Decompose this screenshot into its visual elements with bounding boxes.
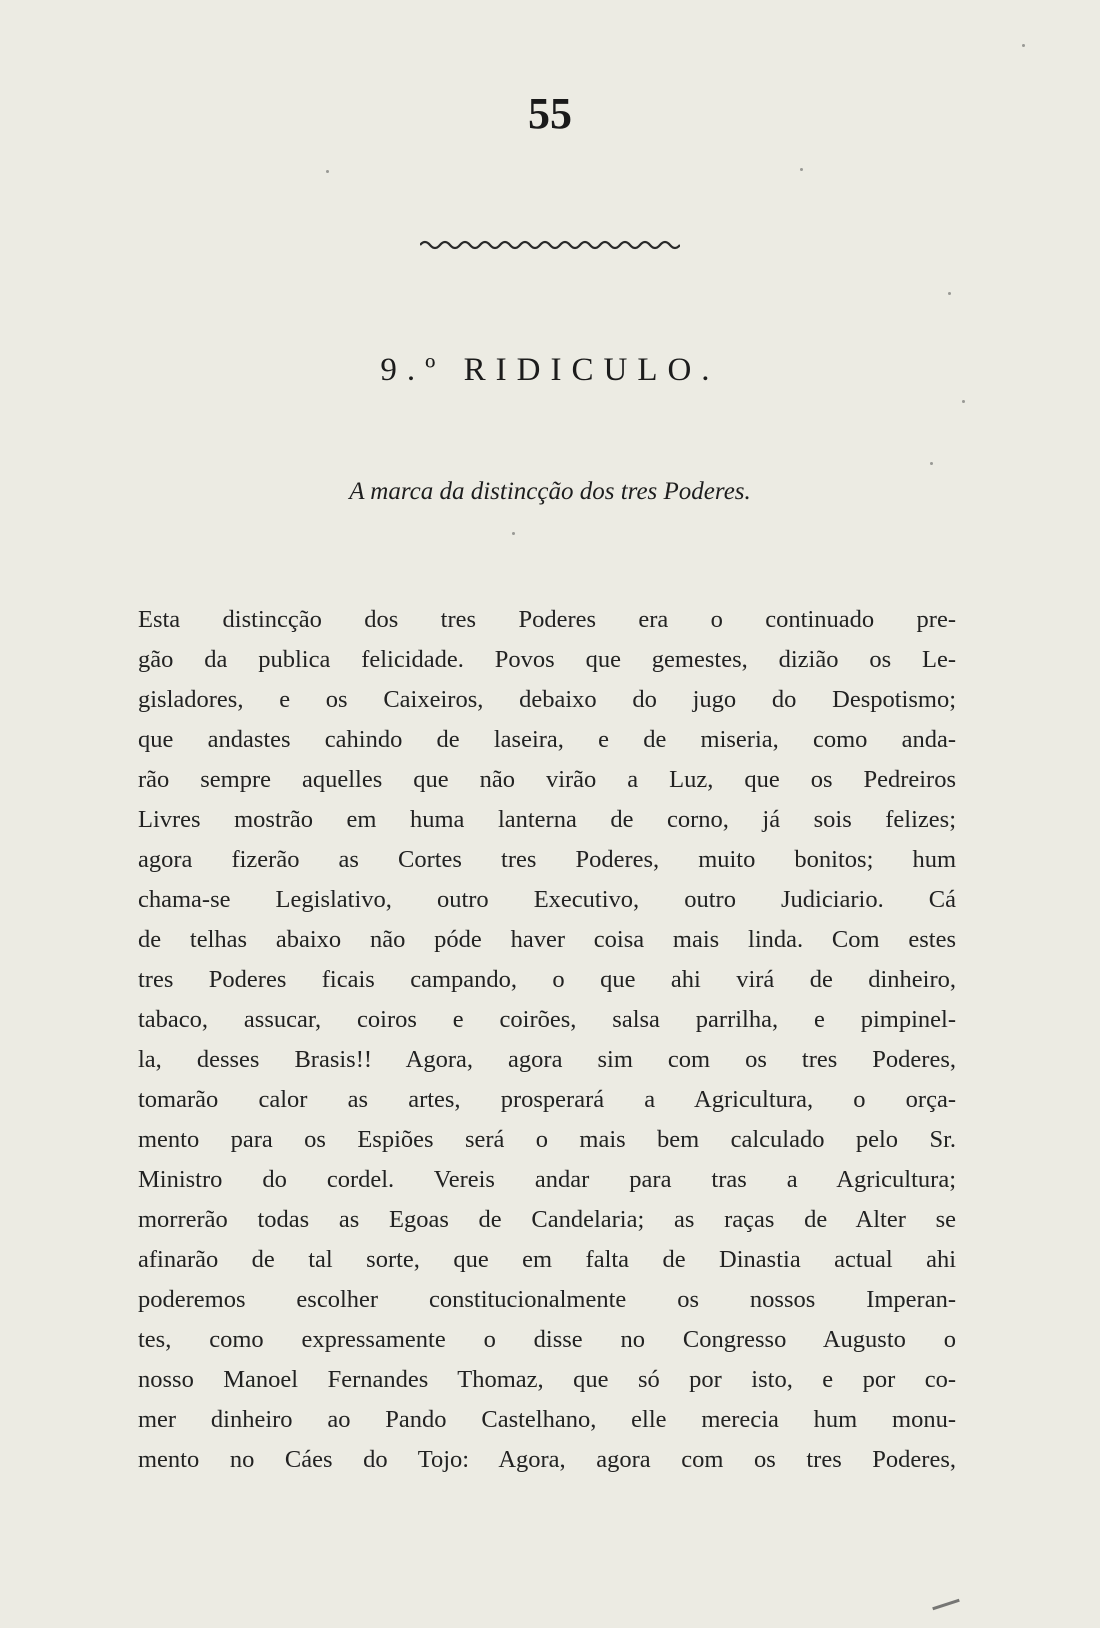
body-text: [138, 600, 956, 1480]
text-line: Ministro do cordel. Vereis andar para tras a Agricultura;: [138, 1166, 956, 1193]
scan-mark: [932, 1599, 960, 1611]
page-number: 55: [528, 89, 572, 138]
scan-speck: [512, 532, 515, 535]
scan-speck: [326, 170, 329, 173]
text-line: gão da publica felicidade. Povos que gemestes, dizião os Le-: [138, 646, 956, 673]
text-line: tomarão calor as artes, prosperará a Agricultura, o orça-: [138, 1086, 956, 1113]
wavy-rule-ornament: [420, 238, 680, 252]
text-line: tabaco, assucar, coiros e coirões, salsa parrilha, e pimpinel-: [138, 1006, 956, 1033]
text-line: mento no Cáes do Tojo: Agora, agora com os tres Poderes,: [138, 1446, 956, 1473]
text-line: poderemos escolher constitucionalmente os nossos Imperan-: [138, 1286, 956, 1313]
text-line: rão sempre aquelles que não virão a Luz, que os Pedreiros: [138, 766, 956, 793]
text-line: chama-se Legislativo, outro Executivo, outro Judiciario. Cá: [138, 886, 956, 913]
section-subtitle: A marca da distincção dos tres Poderes.: [349, 478, 751, 505]
scan-speck: [1022, 44, 1025, 47]
scan-speck: [930, 462, 933, 465]
scan-speck: [800, 168, 803, 171]
text-line: Livres mostrão em huma lanterna de corno, já sois felizes;: [138, 806, 956, 833]
text-line: nosso Manoel Fernandes Thomaz, que só por isto, e por co-: [138, 1366, 956, 1393]
scan-speck: [962, 400, 965, 403]
text-line: tes, como expressamente o disse no Congresso Augusto o: [138, 1326, 956, 1353]
text-line: tres Poderes ficais campando, o que ahi virá de dinheiro,: [138, 966, 956, 993]
text-line: gisladores, e os Caixeiros, debaixo do jugo do Despotismo;: [138, 686, 956, 713]
text-line: la, desses Brasis!! Agora, agora sim com os tres Poderes,: [138, 1046, 956, 1073]
text-line: que andastes cahindo de laseira, e de miseria, como anda-: [138, 726, 956, 753]
text-line: Esta distincção dos tres Poderes era o continuado pre-: [138, 606, 956, 633]
text-line: mento para os Espiões será o mais bem calculado pelo Sr.: [138, 1126, 956, 1153]
text-line: agora fizerão as Cortes tres Poderes, muito bonitos; hum: [138, 846, 956, 873]
scan-speck: [948, 292, 951, 295]
text-line: morrerão todas as Egoas de Candelaria; as raças de Alter se: [138, 1206, 956, 1233]
section-title: 9.º RIDICULO.: [380, 352, 720, 388]
text-line: mer dinheiro ao Pando Castelhano, elle merecia hum monu-: [138, 1406, 956, 1433]
text-line: afinarão de tal sorte, que em falta de Dinastia actual ahi: [138, 1246, 956, 1273]
text-line: de telhas abaixo não póde haver coisa mais linda. Com estes: [138, 926, 956, 953]
